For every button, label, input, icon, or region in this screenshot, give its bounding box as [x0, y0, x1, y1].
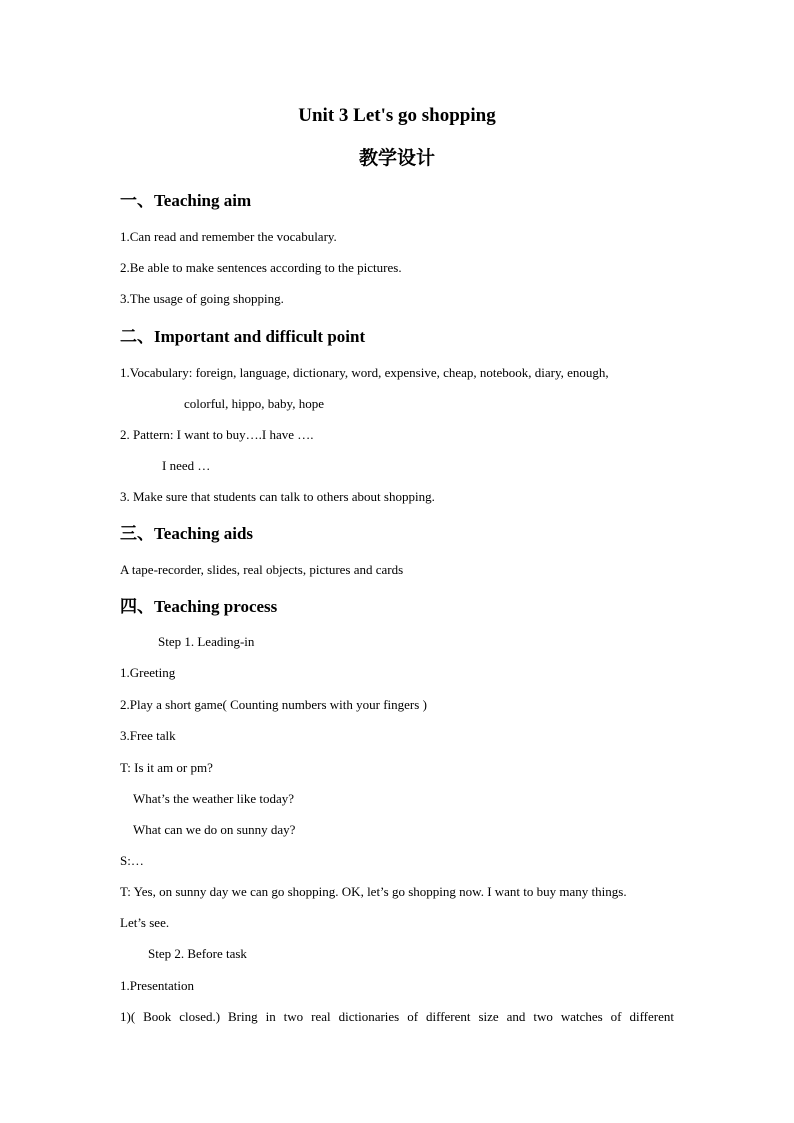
- text-line: A tape-recorder, slides, real objects, pictures and cards: [120, 562, 404, 577]
- text-line: 1.Can read and remember the vocabulary.: [120, 229, 337, 244]
- step-heading: Step 1. Leading-in: [158, 634, 255, 649]
- text-line: 2.Be able to make sentences according to the pictures.: [120, 260, 402, 275]
- text-line: 3.Free talk: [120, 728, 176, 743]
- text-line: 1.Greeting: [120, 665, 176, 680]
- section-heading-teaching-process: 四、Teaching process: [120, 597, 278, 616]
- text-line: 3. Make sure that students can talk to others about shopping.: [120, 489, 435, 504]
- text-line: T: Is it am or pm?: [120, 760, 213, 775]
- section-heading-teaching-aim: 一、Teaching aim: [120, 191, 252, 210]
- text-line: S:…: [120, 853, 144, 868]
- text-line: Let’s see.: [120, 915, 170, 930]
- section-heading-teaching-aids: 三、Teaching aids: [120, 524, 254, 543]
- text-line: 2.Play a short game( Counting numbers with your fingers ): [120, 697, 427, 712]
- text-line: 3.The usage of going shopping.: [120, 291, 284, 306]
- text-line: 1)( Book closed.) Bring in two real dictionaries of different size and two watches of different: [120, 1009, 674, 1024]
- text-line: I need …: [162, 458, 211, 473]
- text-line: What’s the weather like today?: [133, 791, 294, 806]
- text-line: 2. Pattern: I want to buy….I have ….: [120, 427, 314, 442]
- text-line: What can we do on sunny day?: [133, 822, 296, 837]
- text-line: colorful, hippo, baby, hope: [184, 396, 324, 411]
- text-line: 1.Presentation: [120, 978, 195, 993]
- document-title: Unit 3 Let's go shopping: [298, 105, 496, 126]
- section-heading-important-point: 二、Important and difficult point: [120, 327, 366, 346]
- text-line: T: Yes, on sunny day we can go shopping. OK, let’s go shopping now. I want to buy many things.: [120, 884, 627, 899]
- document-subtitle: 教学设计: [358, 147, 435, 169]
- step-heading: Step 2. Before task: [148, 946, 247, 961]
- text-line: 1.Vocabulary: foreign, language, dictionary, word, expensive, cheap, notebook, diary, enough,: [120, 365, 609, 380]
